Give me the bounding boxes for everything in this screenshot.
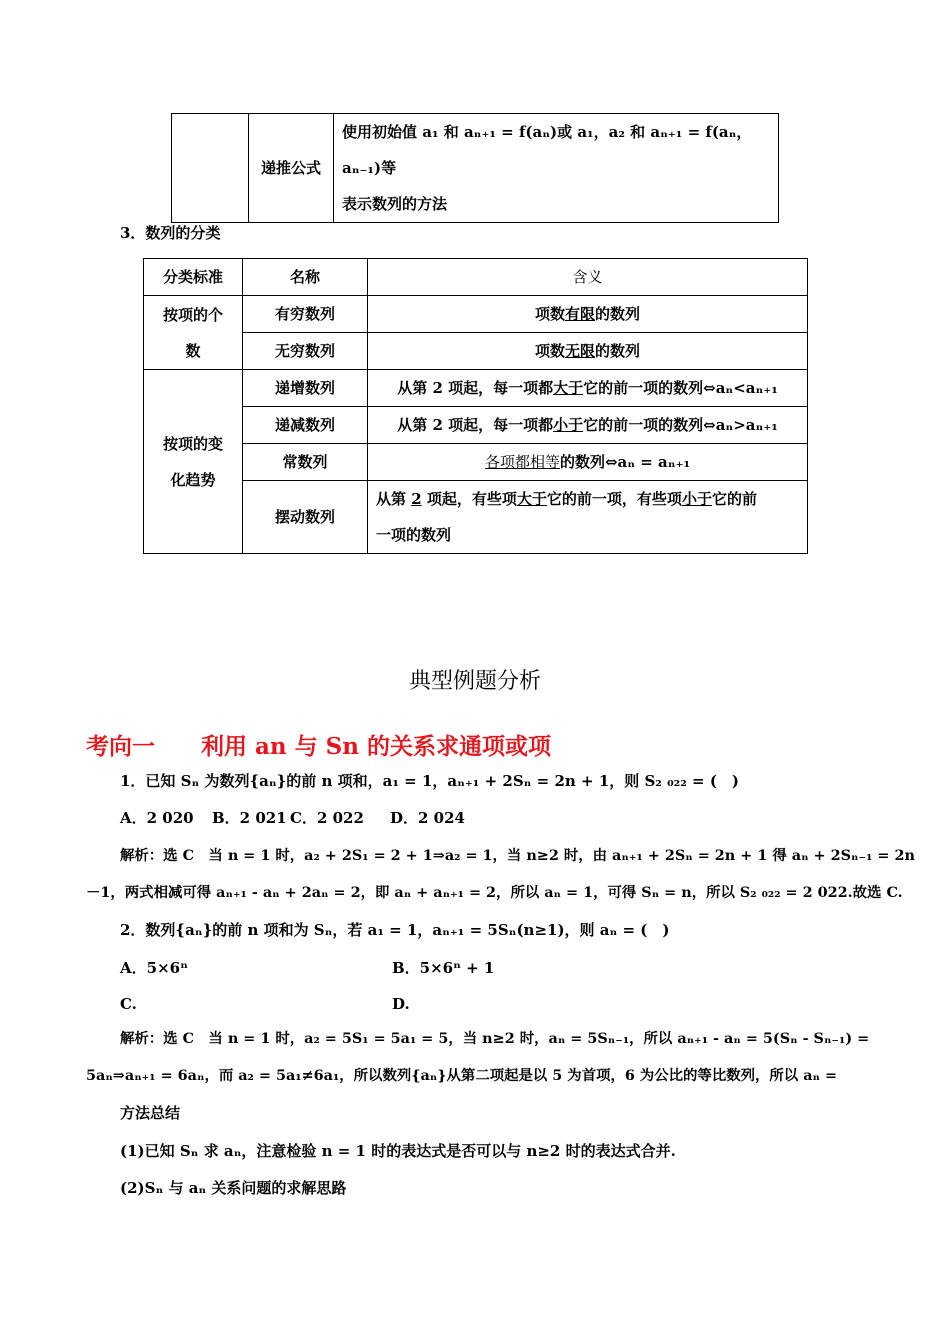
group-by-trend-line1: 按项的变 [162,434,223,453]
header-criterion: 分类标准 [144,259,243,296]
text-underlined: 小于 [681,490,712,508]
row-meaning-oscillating [368,481,808,554]
group-by-count-line2: 数 [185,341,201,360]
recursive-formula-table [171,113,779,223]
text-underlined: 小于 [553,416,584,434]
text-post: 的数列 [595,342,641,360]
group-by-trend-line2: 化趋势 [170,470,216,489]
row-name-finite: 有穷数列 [243,296,368,333]
text-pre: 从第 [376,490,412,508]
problem2-option-d: D. [392,995,410,1013]
text-underlined: 大于 [516,490,547,508]
group-by-count [144,296,243,370]
row-meaning-finite [368,296,808,333]
text-underlined: 有限 [564,305,595,323]
classification-table [143,258,808,554]
problem1-option-b: B．2 021 [212,809,287,827]
text-underlined: 2 [411,490,422,508]
problem1-question: 1．已知 Sₙ 为数列{aₙ}的前 n 项和，a₁ = 1，aₙ₊₁ + 2Sₙ = 2n + 1，则 S₂ ₀₂₂ = ( ) [120,772,740,790]
row-meaning-increasing [368,370,808,407]
page-title: 典型例题分析 [408,669,541,694]
problem1-solution-line2: －1，两式相减可得 aₙ₊₁ - aₙ + 2aₙ = 2，即 aₙ + aₙ₊₁ = 2，所以 aₙ = 1，可得 Sₙ = n，所以 S₂ ₀₂₂ = 2 022.故选 C. [86,884,903,901]
problem2-solution-line2: 5aₙ⇒aₙ₊₁ = 6aₙ，而 a₂ = 5a₁≠6a₁，所以数列{aₙ}从第二项起是以 5 为首项，6 为公比的等比数列，所以 aₙ = [86,1067,838,1084]
row-name-increasing: 递增数列 [243,370,368,407]
problem2-option-c: C. [120,995,137,1013]
row-name-decreasing: 递减数列 [243,407,368,444]
text-pre: 项数 [534,305,565,323]
text-mid: 它的前一项，有些项 [546,490,682,508]
recursive-formula-label: 递推公式 [249,114,334,223]
text-underlined: 无限 [564,342,595,360]
row-name-constant: 常数列 [243,444,368,481]
method-item2: (2)Sₙ 与 aₙ 关系问题的求解思路 [120,1179,347,1197]
problem2-option-a: A．5×6ⁿ [120,959,188,977]
text-post: 它的前一项的数列⇔aₙ<aₙ₊₁ [583,379,778,397]
oscillating-line1 [376,481,807,517]
text-post: 的数列⇔aₙ = aₙ₊₁ [559,453,691,471]
problem1-option-a: A．2 020 [120,809,194,827]
text-post: 的数列 [595,305,641,323]
row-meaning-infinite [368,333,808,370]
row-meaning-constant [368,444,808,481]
text-pre: 从第 2 项起，每一项都 [397,416,554,434]
recursive-formula-line2: 表示数列的方法 [342,195,448,213]
text-post: 它的前 [711,490,757,508]
method-item1: (1)已知 Sₙ 求 aₙ，注意检验 n = 1 时的表达式是否可以与 n≥2 时的表达式合并. [120,1142,676,1160]
section-heading: 考向一 利用 an 与 Sn 的关系求通项或项 [86,733,551,760]
problem2-option-b: B．5×6ⁿ + 1 [392,959,495,977]
text-pre: 项数 [534,342,565,360]
text-underlined: 大于 [553,379,584,397]
header-name: 名称 [243,259,368,296]
problem1-option-d: D．2 024 [390,809,465,827]
group-by-count-line1: 按项的个 [162,305,223,324]
problem1-option-c: C．2 022 [290,809,364,827]
text-pre: 从第 2 项起，每一项都 [397,379,554,397]
recursive-formula-line1: 使用初始值 a₁ 和 aₙ₊₁ = f(aₙ)或 a₁，a₂ 和 aₙ₊₁ = f(aₙ，aₙ₋₁)等 [342,123,752,177]
problem1-solution-line1: 解析：选 C 当 n = 1 时，a₂ + 2S₁ = 2 + 1⇒a₂ = 1，当 n≥2 时，由 aₙ₊₁ + 2Sₙ = 2n + 1 得 aₙ + 2Sₙ₋₁ = 2n [120,847,915,864]
oscillating-line2: 一项的数列 [376,526,452,544]
text-underlined: 各项都相等 [484,453,560,471]
row-name-infinite: 无穷数列 [243,333,368,370]
text-post: 它的前一项的数列⇔aₙ>aₙ₊₁ [583,416,778,434]
group-by-trend [144,370,243,554]
row-name-oscillating: 摆动数列 [243,481,368,554]
header-meaning: 含义 [368,259,808,296]
problem2-solution-line1: 解析：选 C 当 n = 1 时，a₂ = 5S₁ = 5a₁ = 5，当 n≥2 时，aₙ = 5Sₙ₋₁，所以 aₙ₊₁ - aₙ = 5(Sₙ - Sₙ₋₁) = [120,1030,870,1047]
recursive-formula-desc [334,114,779,223]
row-meaning-decreasing [368,407,808,444]
section3-heading: 3．数列的分类 [120,224,221,242]
problem2-question: 2．数列{aₙ}的前 n 项和为 Sₙ，若 a₁ = 1，aₙ₊₁ = 5Sₙ(n≥1)，则 aₙ = ( ) [120,921,670,939]
empty-cell [172,114,249,223]
text-mid: 项起，有些项 [421,490,517,508]
method-heading: 方法总结 [120,1104,181,1122]
